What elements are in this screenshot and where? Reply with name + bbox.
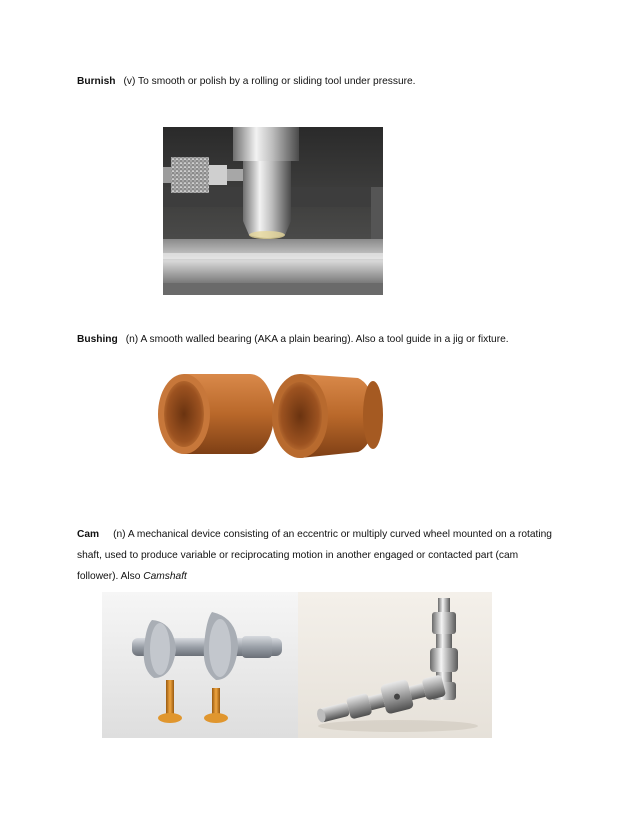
burnish-photo [163, 127, 383, 295]
cam-follower-illustration [102, 592, 298, 738]
definition-bushing: A smooth walled bearing (AKA a plain bearing). Also a tool guide in a jig or fixture. [140, 334, 509, 345]
bushing-illustration [150, 362, 390, 468]
term-bushing: Bushing [77, 334, 118, 345]
pos-cam: (n) [113, 529, 126, 540]
pos-burnish: (v) [123, 76, 136, 87]
camshaft-photo [298, 592, 492, 738]
entry-cam [77, 524, 557, 587]
definition-cam: A mechanical device consisting of an eccentric or multiply curved wheel mounted on a rotating shaft, used to produce variable or reciprocating motion in another engaged or contacted part (cam follower). [77, 529, 552, 582]
entry-burnish [77, 72, 557, 92]
term-burnish: Burnish [77, 76, 116, 87]
definition-burnish: To smooth or polish by a rolling or sliding tool under pressure. [138, 76, 416, 87]
entry-bushing [77, 330, 557, 350]
also-label: Also [120, 571, 141, 582]
pos-bushing: (n) [125, 334, 139, 345]
also-term-camshaft: Camshaft [143, 571, 187, 582]
term-cam: Cam [77, 529, 100, 540]
